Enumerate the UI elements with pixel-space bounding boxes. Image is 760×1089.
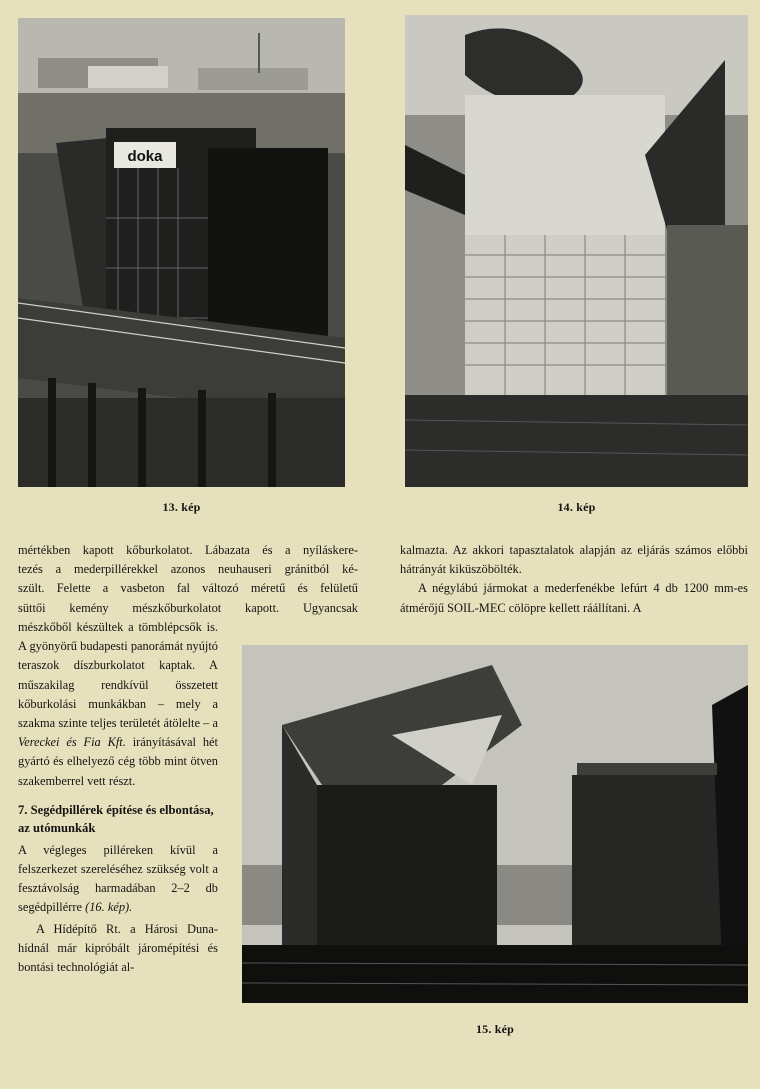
photo-14 xyxy=(405,15,748,487)
paragraph: A Hídépítő Rt. a Hárosi Duna-hídnál már kipróbált járomépítési és bontási technológiát al- xyxy=(18,921,218,975)
text-line: süttői kemény mészkőburkolatot kapott. Ugyancsak xyxy=(18,600,358,615)
paragraph: kalmazta. Az akkori tapasztalatok alapján az eljárás számos előbbi hátrányát kiküszöbölték. xyxy=(400,543,748,577)
left-column-narrow xyxy=(18,618,218,977)
text-line: mértékben kapott kőburkolatot. Lábazata és a nyíláskere- xyxy=(18,543,358,557)
caption-13: 13. kép xyxy=(162,500,201,514)
left-column-wide xyxy=(18,541,358,618)
photo-13 xyxy=(18,18,345,487)
paragraph xyxy=(18,618,218,791)
company-name: Vereckei és Fia Kft. xyxy=(18,735,126,750)
right-column xyxy=(400,541,748,618)
paragraph: A négylábú jármokat a mederfenékbe lefúrt 4 db 1200 mm-es átmérőjű SOIL-MEC cölöpre kellett ráállítani. A xyxy=(400,581,748,615)
paragraph-text: mészkőből készültek a tömblépcsők is. A gyönyörű budapesti panorámát nyújtó teraszok díszburkolatot kaptak. A műszakilag rendkívül összetett kőburkolási munkákban – mely a szakma szinte teljes területét átölelte – a xyxy=(18,620,218,731)
paragraph-text: A végleges pilléreken kívül a felszerkezet szereléséhez szükség volt a fesztávolság harmadában 2–2 db segédpillérre xyxy=(18,842,218,915)
text-line: szült. Felette a vasbeton fal változó méretű és felületű xyxy=(18,581,358,596)
text-line: tezés a mederpillérekkel azonos neuhauseri gránitból ké- xyxy=(18,562,358,577)
caption-14: 14. kép xyxy=(557,500,596,514)
section-heading: 7. Segédpillérek építése és elbontása, az utómunkák xyxy=(18,802,214,835)
figure-reference: (16. kép). xyxy=(85,900,133,915)
paragraph xyxy=(18,841,218,918)
photo-15 xyxy=(242,645,748,1003)
paragraph-text-end: irányításával hét gyártó és elhelyező cég több mint ötven szakemberrel vett részt. xyxy=(18,735,218,788)
caption-15: 15. kép xyxy=(475,1022,515,1036)
formwork-sign-text: doka xyxy=(127,148,163,165)
